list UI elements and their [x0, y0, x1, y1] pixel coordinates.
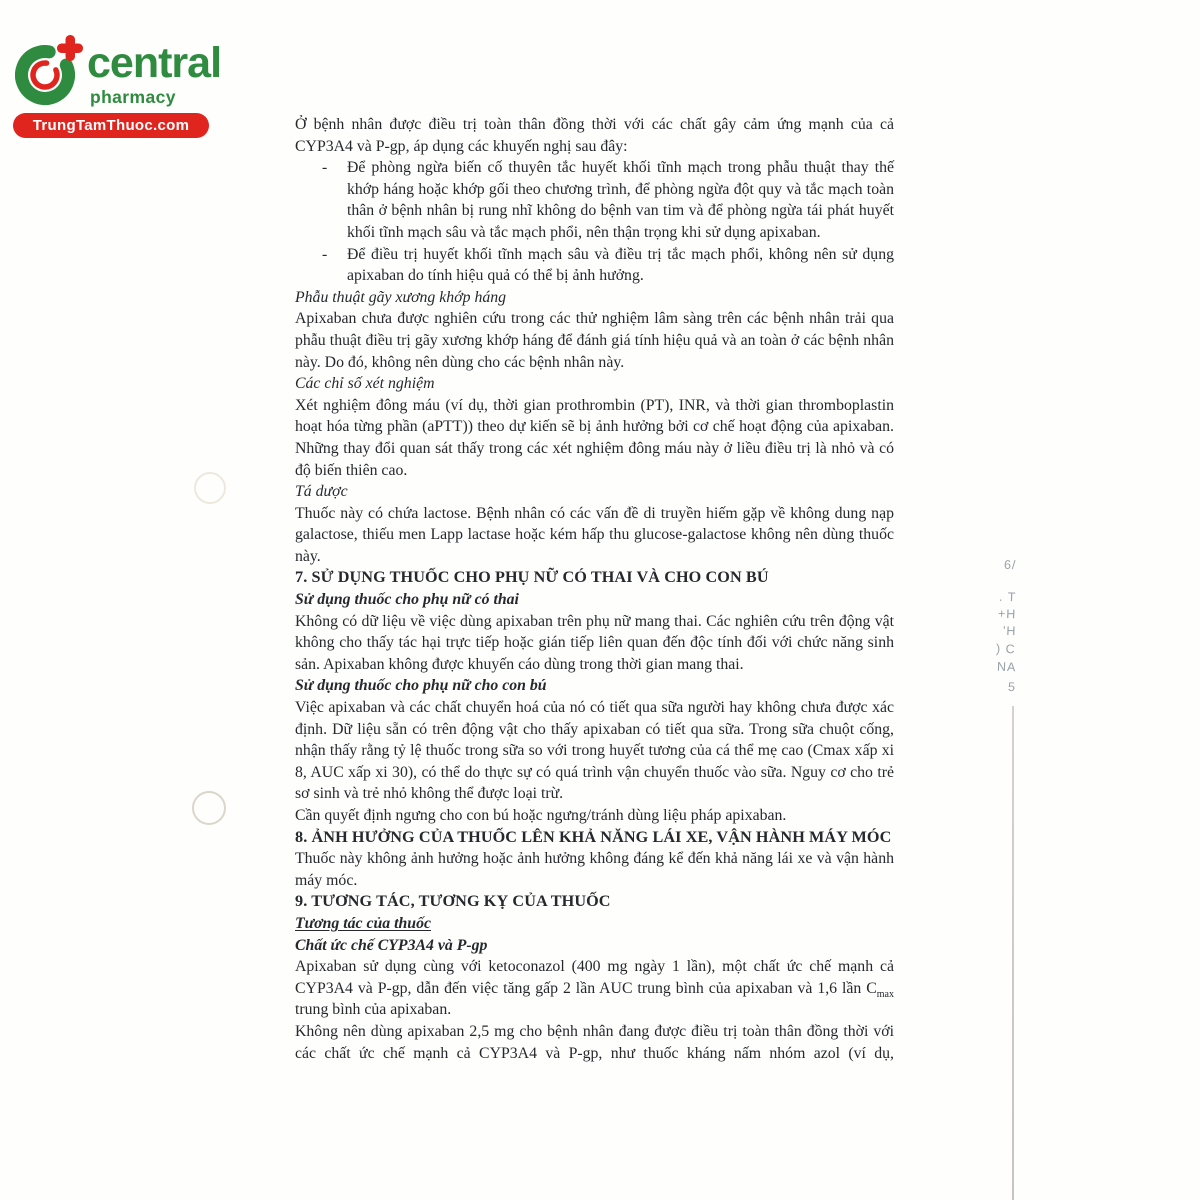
edge-print-fragment: . T: [998, 589, 1017, 605]
section-heading: 7. SỬ DỤNG THUỐC CHO PHỤ NỮ CÓ THAI VÀ CHO CON BÚ: [295, 568, 769, 587]
pharmacy-logo: [13, 28, 243, 143]
paragraph: Việc apixaban và các chất chuyển hoá của nó có tiết qua sữa người hay không chưa được xác định. Dữ liệu sẵn có trên động vật cho thấy apixaban có tiết qua sữa. Trong sữa chuột cống, nhận thấy rằng tỷ lệ thuốc trong sữa so với trong huyết tương của cá thể mẹ cao (Cmax xấp xi 8, AUC xấp xi 30), có thể do thực sự có quá trình vận chuyển thuốc vào sữa. Nguy cơ cho trẻ sơ sinh và trẻ nhỏ không thể được loại trừ.: [295, 699, 894, 803]
section-heading: Tương tác của thuốc: [295, 914, 431, 932]
bullet-text: Để điều trị huyết khối tĩnh mạch sâu và điều trị tắc mạch phổi, không nên sử dụng apixaban do tính hiệu quả có thể bị ảnh hưởng.: [347, 245, 894, 285]
paragraph: Ở bệnh nhân được điều trị toàn thân đồng thời với các chất gây cảm ứng mạnh của cả CYP3A4 và P-gp, áp dụng các khuyến nghị sau đây:: [295, 116, 894, 155]
section-heading: 9. TƯƠNG TÁC, TƯƠNG KỴ CỦA THUỐC: [295, 892, 611, 911]
bullet-dash: -: [322, 159, 328, 177]
edge-print-fragment: 5: [1007, 679, 1017, 695]
section-heading: Sử dụng thuốc cho phụ nữ có thai: [295, 591, 519, 609]
edge-print-fragment: 6/: [1003, 557, 1017, 573]
paragraph: Không nên dùng apixaban 2,5 mg cho bệnh nhân đang được điều trị toàn thân đồng thời với các chất ức chế mạnh cả CYP3A4 và P-gp, như thuốc kháng nấm nhóm azol (ví dụ,: [295, 1022, 894, 1062]
paragraph: Thuốc này có chứa lactose. Bệnh nhân có các vấn đề di truyền hiếm gặp về không dung nạp galactose, thiếu men Lapp lactase hoặc kém hấp thu glucose-galactose không nên dùng thuốc này.: [295, 504, 894, 565]
paragraph: Thuốc này không ảnh hưởng hoặc ảnh hưởng không đáng kể đến khả năng lái xe và vận hành máy móc.: [295, 850, 894, 889]
paragraph: Xét nghiệm đông máu (ví dụ, thời gian prothrombin (PT), INR, và thời gian thromboplastin hoạt hóa từng phần (aPTT)) theo dự kiến sẽ bị ảnh hưởng bởi cơ chế hoạt động của apixaban. Những thay đổi quan sát thấy trong các xét nghiệm đông máu này ở liều điều trị là nhỏ và có độ biến thiên cao.: [295, 396, 894, 479]
punch-hole-artifact: [192, 791, 226, 825]
paragraph: Apixaban sử dụng cùng với ketoconazol (400 mg ngày 1 lần), một chất ức chế mạnh cả CYP3A4 và P-gp, dẫn đến việc tăng gấp 2 lần AUC trung bình của apixaban và 1,6 lần $C_{max}$ trung bình của apixaban.: [295, 958, 894, 1019]
bullet-item: [295, 157, 894, 243]
logo-wordmark: [87, 39, 222, 107]
document-body: [295, 114, 894, 1064]
section-heading: Các chỉ số xét nghiệm: [295, 375, 435, 393]
logo-site-badge: TrungTamThuoc.com: [13, 113, 209, 138]
bullet-dash: -: [322, 245, 328, 263]
logo-brand-subtext: pharmacy: [90, 87, 176, 107]
section-heading: Phẫu thuật gãy xương khớp háng: [295, 288, 507, 306]
page-edge-line: [1012, 706, 1014, 1200]
edge-print-fragment: ) C: [996, 641, 1017, 657]
section-heading: Sử dụng thuốc cho phụ nữ cho con bú: [295, 677, 547, 695]
paragraph: Không có dữ liệu về việc dùng apixaban trên phụ nữ mang thai. Các nghiên cứu trên động vật không cho thấy tác hại trực tiếp hoặc gián tiếp liên quan đến độc tính đối với chức năng sinh sản. Apixaban không được khuyến cáo dùng trong thời gian mang thai.: [295, 612, 894, 673]
central-pharmacy-logo-icon: [15, 34, 85, 106]
section-heading: Chất ức chế CYP3A4 và P-gp: [295, 936, 488, 954]
section-heading: 8. ẢNH HƯỞNG CỦA THUỐC LÊN KHẢ NĂNG LÁI XE, VẬN HÀNH MÁY MÓC: [295, 827, 892, 846]
bullet-text: Để phòng ngừa biến cố thuyên tắc huyết khối tĩnh mạch trong phẫu thuật thay thế khớp háng hoặc khớp gối theo chương trình, để phòng ngừa đột quy và tắc mạch toàn thân ở bệnh nhân bị rung nhĩ không do bệnh van tim và để phòng ngừa tái phát huyết khối tĩnh mạch sâu và tắc mạch phổi, nên thận trọng khi sử dụng apixaban.: [347, 159, 894, 241]
edge-print-fragment: 'H: [1002, 623, 1017, 639]
logo-brand-text: central: [87, 39, 222, 87]
edge-print-fragment: +H: [997, 606, 1017, 622]
paragraph: Cần quyết định ngưng cho con bú hoặc ngưng/tránh dùng liệu pháp apixaban.: [295, 807, 787, 824]
section-heading: Tá dược: [295, 483, 348, 501]
edge-print-fragment: NA: [996, 659, 1017, 675]
paragraph: Apixaban chưa được nghiên cứu trong các thử nghiệm lâm sàng trên các bệnh nhân trải qua phẫu thuật điều trị gãy xương khớp háng để đánh giá tính hiệu quả và an toàn ở các bệnh nhân này. Do đó, không nên dùng cho các bệnh nhân này.: [295, 310, 894, 371]
punch-hole-artifact: [194, 472, 226, 504]
bullet-item: [295, 244, 894, 287]
